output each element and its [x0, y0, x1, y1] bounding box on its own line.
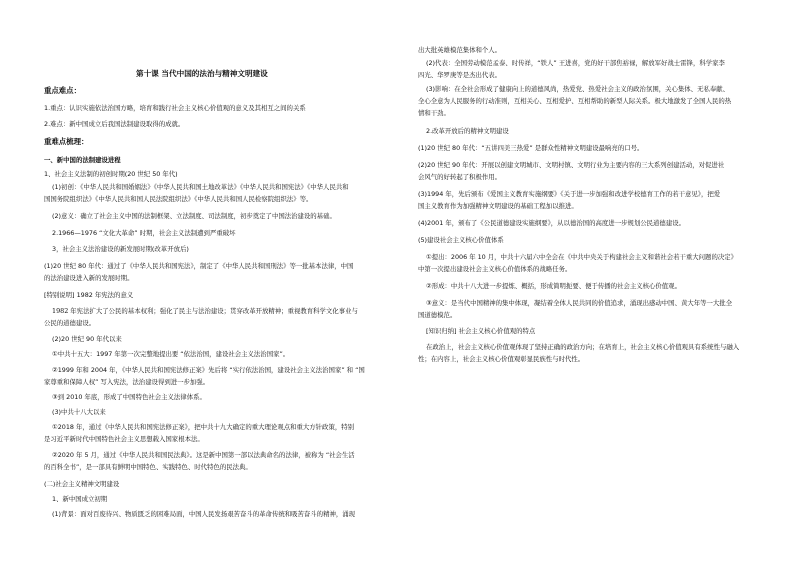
- special-note-heading: [特别说明] 1982 年宪法的意义: [44, 291, 134, 299]
- paragraph-line: ②1999 年和 2004 年，《中华人民共和国宪法修正案》先后将 “实行依法治国，建设社会主义法治国家” 和 “国: [52, 366, 365, 374]
- paragraph-line: (3)影响：在全社会形成了健康向上的道德风尚，热爱党、热爱社会主义的政治氛围，关心集体、无私奉献、: [426, 85, 730, 93]
- paragraph-line: (2)20 世纪 90 年代：开展以创建文明城市、文明村镇、文明行业为主要内容的三大系列创建活动，对促进社: [418, 161, 725, 169]
- paragraph-line: (3)中共十八大以来: [52, 408, 106, 416]
- note-line: 公民的道德建设。: [44, 319, 96, 327]
- subsection-heading: 2.改革开放后的精神文明建设: [426, 127, 509, 135]
- paragraph-line: 情和干劲。: [418, 109, 450, 117]
- note-line: 1982 年宪法扩大了公民的基本权利；强化了民主与法治建设；贯穿改革开放精神；重视教育科学文化事业与: [52, 307, 358, 315]
- knowledge-summary-heading: [知识归纳] 社会主义核心价值观的特点: [426, 327, 536, 335]
- paragraph-line: ③意义：是当代中国精神的集中体现，凝结着全体人民共同的价值追求，涌现出感动中国、黄大年等一大批全: [426, 299, 733, 307]
- paragraph-line: ②2020 年 5 月，通过《中华人民共和国民法典》。这是新中国第一部以法典命名的法律，被称为 “社会生活: [52, 451, 355, 459]
- key-point-1: 1.重点：认识实施依法治国方略，培育和践行社会主义核心价值观的意义及其相互之间的关系: [44, 104, 306, 112]
- subsection-heading: 1、新中国成立初期: [52, 495, 108, 503]
- paragraph-line: 全心全意为人民服务的行动准则，互相关心、互相爱护、互相帮助的新型人际关系。极大地激发了全国人民的热: [418, 97, 732, 105]
- paragraph-line: (4)2001 年，颁布了《公民道德建设实施纲要》，从以德治国的高度进一步规划公民道德建设。: [418, 219, 685, 227]
- paragraph-line: (1)20 世纪 80 年代：通过了《中华人民共和国宪法》，制定了《中华人民共和国刑法》等一批基本法律，中国: [44, 262, 354, 270]
- heading-outline: 重难点梳理：: [44, 137, 89, 146]
- paragraph-line: ③到 2010 年底，形成了中国特色社会主义法律体系。: [52, 393, 206, 401]
- paragraph-line: (2)20 世纪 90 年代以来: [52, 335, 122, 343]
- subsection-heading: (5)建设社会主义核心价值体系: [418, 236, 504, 244]
- paragraph-line: 四光、华罗庚等是杰出代表。: [418, 71, 502, 79]
- summary-line: 性；在内容上，社会主义核心价值观彰显民族性与时代性。: [418, 355, 585, 363]
- paragraph-line: 3，社会主义法治建设的新发展时期(改革开放后): [52, 245, 189, 253]
- paragraph-line: 是习近平新时代中国特色社会主义思想载入国家根本法。: [44, 435, 204, 443]
- paragraph-line: 中第一次提出建设社会主义核心价值体系的战略任务。: [418, 265, 572, 273]
- paragraph-line: 的百科全书”，是一部具有鲜明中国特色、实践特色、时代特色的民法典。: [44, 463, 252, 471]
- paragraph-line: (3)1994 年，先后颁布《爱国主义教育实施纲要》《关于进一步加强和改进学校德育工作的若干意见》，把爱: [418, 190, 721, 198]
- paragraph-line: 会风气的好转起了积极作用。: [418, 173, 502, 181]
- paragraph-line: 国国务院组织法》《中华人民共和国人民法院组织法》《中华人民共和国人民检察院组织法》等。: [44, 195, 313, 203]
- paragraph-line: (1)初创：《中华人民共和国婚姻法》《中华人民共和国土地改革法》《中华人民共和国宪法》《中华人民共和: [52, 183, 349, 191]
- paragraph-line: 国主义教育作为加强精神文明建设的基础工程加以推进。: [418, 202, 578, 210]
- paragraph-line: ①2018 年，通过《中华人民共和国宪法修正案》，把中共十九大确定的重大理论观点和重大方针政策，特别: [52, 423, 355, 431]
- paragraph-line: ①中共十五大：1997 年第一次完整地提出要 “依法治国，建设社会主义法治国家”。: [52, 350, 290, 358]
- paragraph-line: 国道德模范。: [418, 311, 457, 319]
- paragraph-line: ②形成：中共十八大进一步提炼、概括，形成简明扼要、便于传播的社会主义核心价值观。: [426, 282, 681, 290]
- paragraph-line: ①提出：2006 年 10 月，中共十六届六中全会在《中共中央关于构建社会主义和谐社会若干重大问题的决定》: [426, 253, 738, 261]
- section-heading: (二)社会主义精神文明建设: [44, 480, 120, 488]
- section-heading: 一、新中国的法制建设进程: [44, 156, 121, 164]
- paragraph-line: 出大批英雄模范集体和个人。: [418, 46, 502, 54]
- paragraph-line: (2)代表：全国劳动模范孟泰、时传祥，“铁人” 王进喜，党的好干部焦裕禄，解放军好战士雷锋，科学家李: [426, 59, 725, 67]
- paragraph-line: (1)背景：面对百废待兴、物质匮乏的困难局面，中国人民发扬艰苦奋斗的革命传统和吸苦奋斗的精神，涌现: [52, 510, 356, 518]
- paragraph-line: 家尊重和保障人权” 写入宪法，法治建设得到进一步加强。: [44, 378, 210, 386]
- key-point-2: 2.难点：新中国成立后我国法制建设取得的成就。: [44, 120, 185, 128]
- paragraph-line: (1)20 世纪 80 年代：“五讲四美三热爱” 是群众性精神文明建设最响亮的口号。: [418, 144, 644, 152]
- heading-key-points: 重点难点：: [44, 86, 81, 95]
- summary-line: 在政治上，社会主义核心价值观体现了坚持正确的政治方向；在培育上，社会主义核心价值观具有系统性与融入: [426, 343, 740, 351]
- subsection-heading: 1、社会主义法制的初创时期(20 世纪 50 年代): [44, 170, 178, 178]
- paragraph-line: 的法治建设进入新的发展时期。: [44, 274, 134, 282]
- paragraph-line: 2.1966—1976 “文化大革命” 时期，社会主义法制遭到严重破坏: [52, 229, 236, 237]
- lesson-title: 第十课 当代中国的法治与精神文明建设: [136, 69, 268, 78]
- paragraph-line: (2)意义：确立了社会主义中国的法制框架、立法制度、司法制度，初步奠定了中国法治建设的基础。: [52, 212, 336, 220]
